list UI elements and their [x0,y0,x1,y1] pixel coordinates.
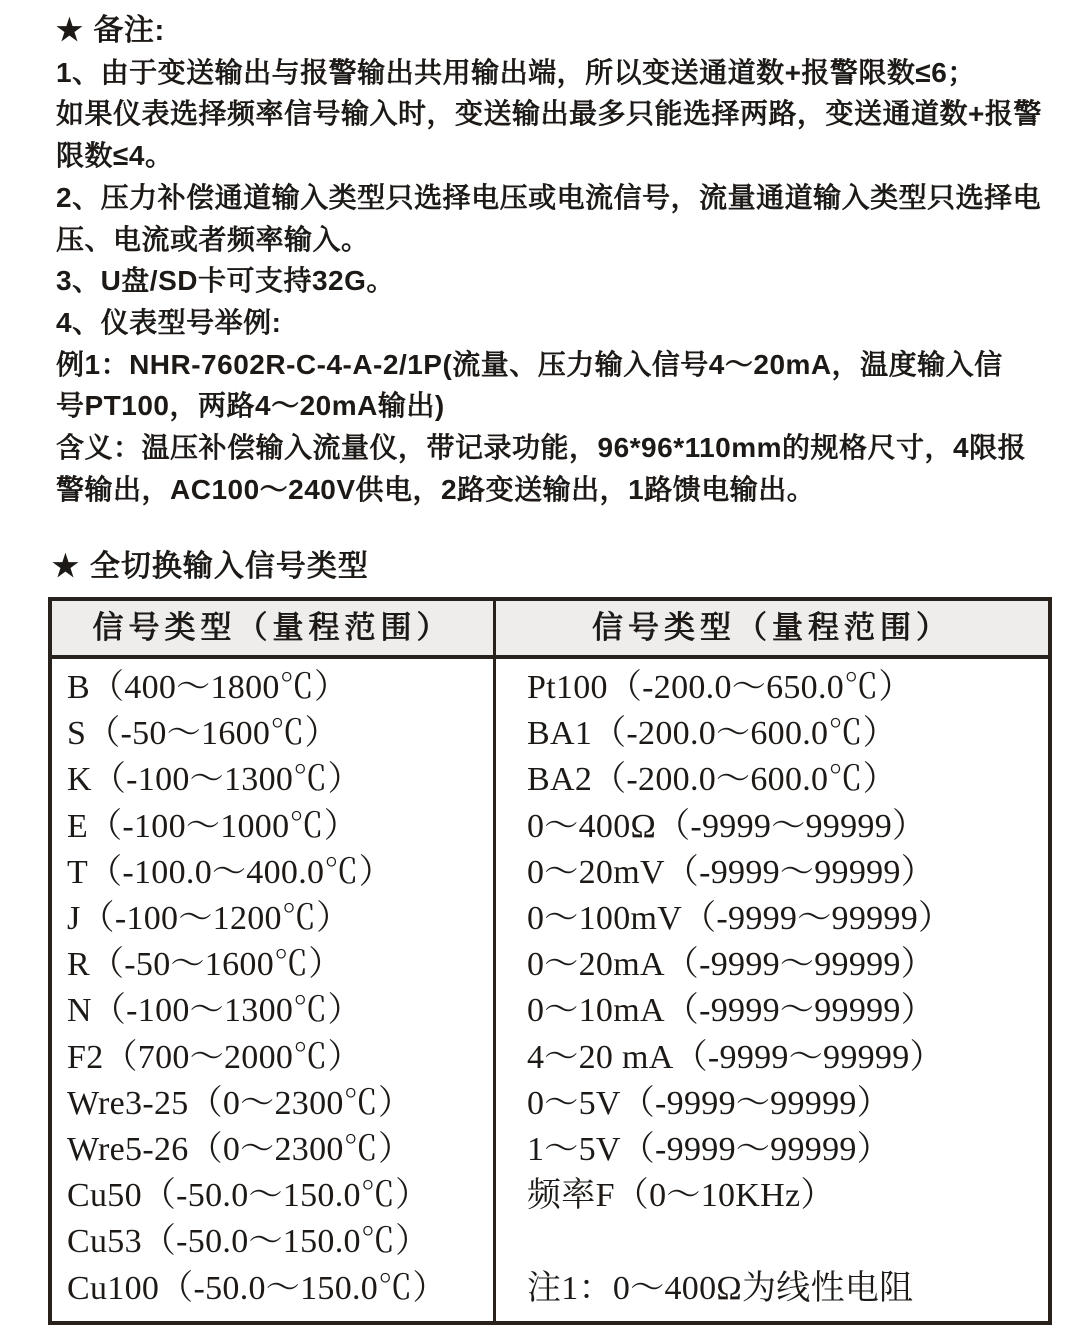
table-cell: K（-100～1300℃） [67,761,362,799]
table-cell blank [496,1219,1048,1265]
table-cell: Cu53（-50.0～150.0℃） [67,1223,430,1261]
header-cell-right: 信号类型（量程范围） [493,601,1048,655]
note-line: 2、压力补偿通道输入类型只选择电压或电流信号，流量通道输入类型只选择电 [56,181,1042,213]
note-line: 号PT100，两路4～20mA输出) [56,390,445,422]
note-line: 4、仪表型号举例: [56,306,282,338]
note-line: 如果仪表选择频率信号输入时，变送输出最多只能选择两路，变送通道数+报警 [56,98,1042,130]
table-cell: T（-100.0～400.0℃） [67,853,393,891]
note-line: 3、U盘/SD卡可支持32G。 [56,265,395,297]
table-cell: N（-100～1300℃） [67,992,362,1030]
star-icon: ★ [56,14,84,47]
table-header-row [52,601,1048,659]
table-cell: BA1（-200.0～600.0℃） [527,715,897,753]
table-cell: Cu100（-50.0～150.0℃） [67,1269,447,1307]
table-cell: BA2（-200.0～600.0℃） [527,761,897,799]
table-cell: E（-100～1000℃） [67,807,358,845]
remarks-title [56,10,1062,52]
table-cell: Wre3-25（0～2300℃） [67,1084,413,1122]
star-icon: ★ [52,550,80,583]
table-cell: 0～400Ω（-9999～99999） [527,807,927,845]
note-line: 含义：温压补偿输入流量仪，带记录功能，96*96*110mm的规格尺寸，4限报 [56,432,1027,464]
table-cell: F2（700～2000℃） [67,1038,362,1076]
right-column [493,659,1048,1321]
note-line: 压、电流或者频率输入。 [56,223,370,255]
table-cell: 1～5V（-9999～99999） [527,1131,891,1169]
remarks-title-text: 备注: [93,14,165,47]
table-cell: Cu50（-50.0～150.0℃） [67,1177,430,1215]
note-line: 例1：NHR-7602R-C-4-A-2/1P(流量、压力输入信号4～20mA，温度输入信 [56,348,1003,380]
table-cell: B（400～1800℃） [67,669,349,706]
header-cell-left: 信号类型（量程范围） [92,610,453,645]
note-line: 警输出，AC100～240V供电，2路变送输出，1路馈电输出。 [56,473,816,505]
signal-types-title-text: 全切换输入信号类型 [89,550,369,583]
signal-types-table [48,597,1052,1325]
table-cell: 0～10mA（-9999～99999） [527,992,936,1030]
table-cell: Wre5-26（0～2300℃） [67,1131,413,1169]
note-line: 限数≤4。 [56,140,174,172]
table-cell: 0～20mV（-9999～99999） [527,853,936,891]
table-cell: 频率F（0～10KHz） [527,1177,835,1215]
left-column [52,659,493,1321]
table-cell: 0～20mA（-9999～99999） [527,946,936,984]
remarks-section [56,10,1062,510]
table-cell: 0～100mV（-9999～99999） [527,900,953,938]
table-cell: 0～5V（-9999～99999） [527,1084,891,1122]
signal-types-section-title [52,541,369,585]
table-cell: S（-50～1600℃） [67,715,339,753]
table-cell: R（-50～1600℃） [67,946,343,984]
note-line: 1、由于变送输出与报警输出共用输出端，所以变送通道数+报警限数≤6； [56,56,976,88]
table-cell: Pt100（-200.0～650.0℃） [527,669,913,706]
table-note-cell: 注1：0～400Ω为线性电阻 [527,1269,914,1307]
table-cell: 4～20 mA（-9999～99999） [527,1038,944,1076]
table-cell: J（-100～1200℃） [67,900,351,938]
table-body [52,659,1048,1321]
